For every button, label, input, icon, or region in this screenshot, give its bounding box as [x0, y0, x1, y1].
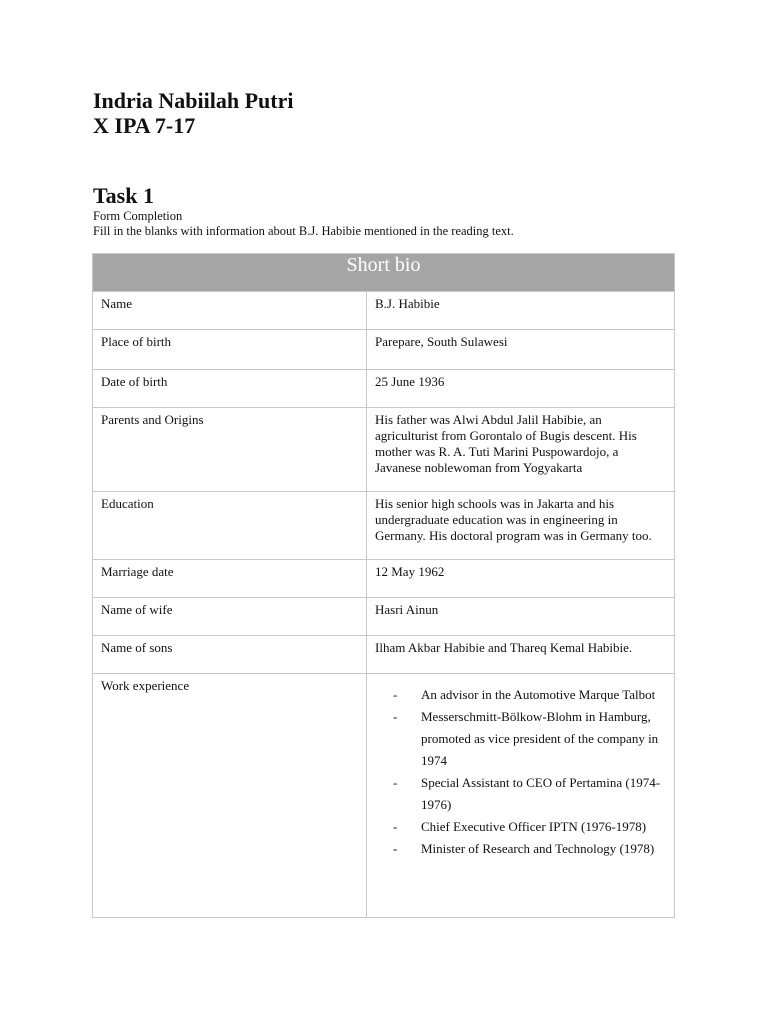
bullet-dash: -: [393, 687, 398, 702]
row-label: Name of sons: [93, 636, 367, 674]
row-value: [367, 674, 675, 918]
student-class: X IPA 7-17: [93, 113, 196, 138]
list-item-text: Special Assistant to CEO of Pertamina (1974-1976): [421, 775, 661, 812]
row-label: Work experience: [93, 674, 367, 918]
list-item: [393, 772, 666, 816]
row-value: 25 June 1936: [367, 370, 675, 408]
row-value: Hasri Ainun: [367, 598, 675, 636]
list-item-text: Chief Executive Officer IPTN (1976-1978): [421, 819, 647, 834]
bullet-dash: -: [393, 775, 398, 790]
table-row: [93, 598, 675, 636]
table-heading: Short bio: [93, 254, 675, 292]
row-value: His father was Alwi Abdul Jalil Habibie, an agriculturist from Gorontalo of Bugis descent. His mother was R. A. Tuti Marini Puspowardojo, a Javanese noblewoman from Yogyakarta: [367, 408, 675, 492]
table-row: [93, 408, 675, 492]
bullet-dash: -: [393, 709, 398, 724]
table-row: [93, 560, 675, 598]
row-label: Marriage date: [93, 560, 367, 598]
short-bio-table: [92, 253, 675, 918]
document-header: [93, 88, 293, 138]
list-item: [393, 838, 666, 860]
list-item-text: Messerschmitt-Bölkow-Blohm in Hamburg, promoted as vice president of the company in 1974: [421, 709, 659, 768]
bullet-dash: -: [393, 819, 398, 834]
task-instruction: Fill in the blanks with information about B.J. Habibie mentioned in the reading text.: [93, 224, 514, 238]
table-row: [93, 370, 675, 408]
list-item: [393, 706, 666, 772]
work-experience-list: [375, 684, 666, 860]
row-label: Name: [93, 292, 367, 330]
task-section: [93, 183, 514, 239]
list-item-text: Minister of Research and Technology (1978): [421, 841, 655, 856]
row-label: Parents and Origins: [93, 408, 367, 492]
task-title: Task 1: [93, 183, 154, 208]
table-row: [93, 330, 675, 370]
row-value: Parepare, South Sulawesi: [367, 330, 675, 370]
table-row: [93, 292, 675, 330]
table-row-work-experience: [93, 674, 675, 918]
list-item: [393, 684, 666, 706]
row-value: 12 May 1962: [367, 560, 675, 598]
row-value: B.J. Habibie: [367, 292, 675, 330]
table-header-row: [93, 254, 675, 292]
row-label: Place of birth: [93, 330, 367, 370]
bullet-dash: -: [393, 841, 398, 856]
list-item-text: An advisor in the Automotive Marque Talbot: [421, 687, 656, 702]
row-label: Education: [93, 492, 367, 560]
table-row: [93, 492, 675, 560]
row-value: His senior high schools was in Jakarta and his undergraduate education was in engineering in Germany. His doctoral program was in Germany too.: [367, 492, 675, 560]
table-row: [93, 636, 675, 674]
student-name: Indria Nabiilah Putri: [93, 88, 294, 113]
row-label: Date of birth: [93, 370, 367, 408]
task-subtitle: Form Completion: [93, 209, 183, 223]
row-label: Name of wife: [93, 598, 367, 636]
row-value: Ilham Akbar Habibie and Thareq Kemal Habibie.: [367, 636, 675, 674]
list-item: [393, 816, 666, 838]
